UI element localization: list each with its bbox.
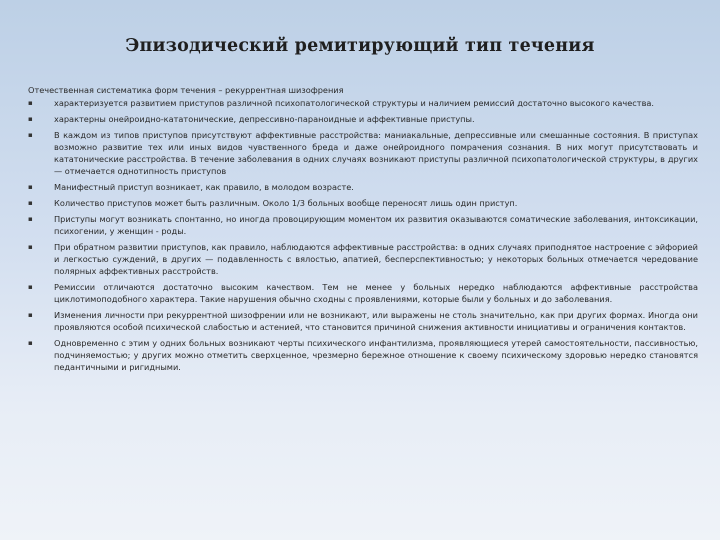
list-item: [28, 98, 698, 110]
list-item-text: Манифестный приступ возникает, как правило, в молодом возрасте.: [54, 181, 354, 192]
square-bullet-icon: ▪: [28, 131, 33, 140]
bullet-list: [28, 98, 698, 374]
square-bullet-icon: ▪: [28, 199, 33, 207]
square-bullet-icon: ▪: [28, 243, 33, 252]
list-item-text: При обратном развитии приступов, как правило, наблюдаются аффективные расстройства: в одних случаях приподнятое настроение с эйфорией и легкостью суждений, в других — подавленность с вялостью, апатией, бесперспективностью; у некоторых больных отмечается чередование полярных аффективных расстройств.: [54, 242, 698, 276]
list-item: [28, 338, 698, 374]
list-item: [28, 182, 698, 194]
list-item-text: Ремиссии отличаются достаточно высоким качеством. Тем не менее у больных нередко наблюдаются аффективные расстройства циклотимоподобного характера. Такие нарушения обычно сходны с проявлениями, которые были у больных и до заболевания.: [54, 282, 698, 304]
list-item: [28, 214, 698, 238]
list-item-text: Одновременно с этим у одних больных возникают черты психического инфантилизма, проявляющиеся утерей самостоятельности, пассивностью, подчиняемостью; у других можно отметить сверхценное, чрезмерно бережное отношение к своему психическому здоровью нередко становятся педантичными и ригидными.: [54, 338, 698, 372]
list-item-text: характерны онейроидно-кататонические, депрессивно-параноидные и аффективные приступы.: [54, 114, 475, 124]
list-item: [28, 130, 698, 178]
square-bullet-icon: ▪: [28, 215, 33, 224]
list-item: [28, 282, 698, 306]
list-item-text: Приступы могут возникать спонтанно, но иногда провоцирующим моментом их развития оказываются соматические заболевания, интоксикации, психогении, у женщин - роды.: [54, 214, 698, 236]
slide-content: [28, 85, 698, 374]
list-item-text: характеризуется развитием приступов различной психопатологической структуры и наличием ремиссий достаточно высокого качества.: [54, 97, 655, 108]
list-item-text: Количество приступов может быть различным. Около 1/3 больных вообще переносят лишь один приступ.: [54, 198, 518, 208]
list-item: [28, 242, 698, 278]
square-bullet-icon: ▪: [28, 311, 33, 319]
list-item: [28, 114, 698, 126]
list-item-text: Изменения личности при рекуррентной шизофрении или не возникают, или выражены не столь значительно, как при других формах. Иногда они проявляются особой психической слабостью и астенией, что становится причиной снижения активности инициативы и ограничения контактов.: [54, 310, 698, 332]
intro-text: Отечественная систематика форм течения – рекуррентная шизофрения: [28, 85, 344, 95]
square-bullet-icon: ▪: [28, 182, 33, 191]
list-item: [28, 310, 698, 334]
slide-title: Эпизодический ремитирующий тип течения: [125, 36, 595, 56]
square-bullet-icon: ▪: [28, 115, 33, 123]
square-bullet-icon: ▪: [28, 283, 33, 291]
list-item: [28, 198, 698, 210]
square-bullet-icon: ▪: [28, 98, 33, 107]
list-item-text: В каждом из типов приступов присутствуют аффективные расстройства: маниакальные, депрессивные или смешанные состояния. В приступах возможно развитие тех или иных видов чувственного бреда и даже онейроидного помрачения сознания. В них могут присутствовать и кататонические расстройства. В течение заболевания в одних случаях возникают приступы различной психопатологической структуры, в других — отмечается однотипность приступов: [54, 130, 698, 176]
square-bullet-icon: ▪: [28, 339, 33, 347]
